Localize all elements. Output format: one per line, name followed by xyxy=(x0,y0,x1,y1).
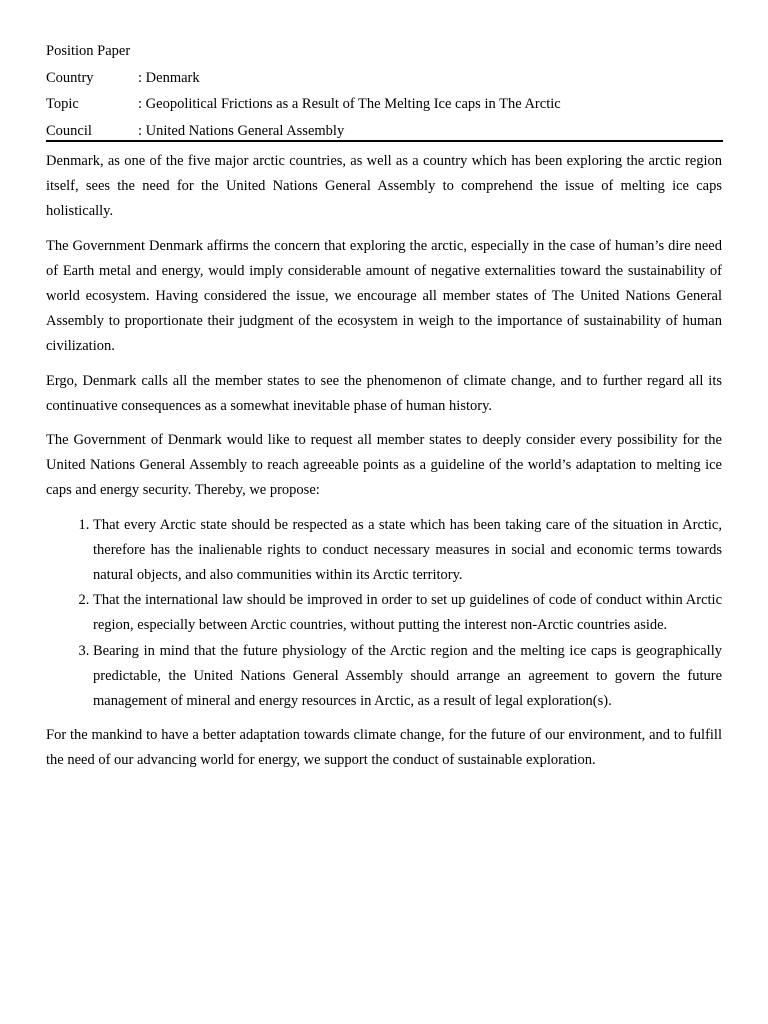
paragraph: The Government Denmark affirms the concern that exploring the arctic, especially in the case of human’s dire need of Earth metal and energy, would imply considerable amount of negative externalities toward the sustainability of world ecosystem. Having considered the issue, we encourage all member states of The United Nations General Assembly to proportionate their judgment of the ecosystem in weigh to the importance of sustainability of human civilization. xyxy=(46,237,722,355)
paragraph: The Government of Denmark would like to request all member states to deeply consider every possibility for the United Nations General Assembly to reach agreeable points as a guideline of the world’s adaptation to melting ice caps and energy security. Thereby, we propose: xyxy=(46,432,722,499)
field-label: Topic xyxy=(46,96,79,113)
field-value: : United Nations General Assembly xyxy=(138,123,344,139)
proposal-item: 1. That every Arctic state should be respected as a state which has been taking care of the situation in Arctic, therefore has the inalienable rights to conduct necessary measures in social and economic terms towards natural objects, and also communities within its Arctic territory. xyxy=(93,513,722,589)
proposal-list xyxy=(46,513,722,715)
document-title: Position Paper xyxy=(46,43,131,59)
proposal-item: 3. Bearing in mind that the future physiology of the Arctic region and the melting ice caps is geographically predictable, the United Nations General Assembly should arrange an agreement to govern the future management of mineral and energy resources in Arctic, as a result of legal exploration(s). xyxy=(93,639,722,715)
document-header xyxy=(46,41,722,148)
document-body xyxy=(46,149,722,783)
field-label: Council xyxy=(46,123,92,140)
field-value: : Geopolitical Frictions as a Result of The Melting Ice caps in The Arctic xyxy=(138,96,561,112)
header-field-country xyxy=(46,68,722,95)
paragraph: Denmark, as one of the five major arctic countries, as well as a country which has been exploring the arctic region itself, sees the need for the United Nations General Assembly to comprehend the issue of melting ice caps holistically. xyxy=(46,153,722,220)
field-value: : Denmark xyxy=(138,70,200,86)
paragraph: Ergo, Denmark calls all the member states to see the phenomenon of climate change, and to further regard all its continuative consequences as a somewhat inevitable phase of human history. xyxy=(46,372,722,414)
header-divider xyxy=(46,140,723,142)
field-label: Country xyxy=(46,69,94,86)
header-field-council xyxy=(46,121,722,148)
header-field-topic xyxy=(46,94,722,121)
closing-paragraph: For the mankind to have a better adaptation towards climate change, for the future of our environment, and to fulfill the need of our advancing world for energy, we support the conduct of sustainable exploration. xyxy=(46,727,722,769)
proposal-item: 2. That the international law should be improved in order to set up guidelines of code of conduct within Arctic region, especially between Arctic countries, without putting the interest non-Arctic countries aside. xyxy=(93,588,722,638)
